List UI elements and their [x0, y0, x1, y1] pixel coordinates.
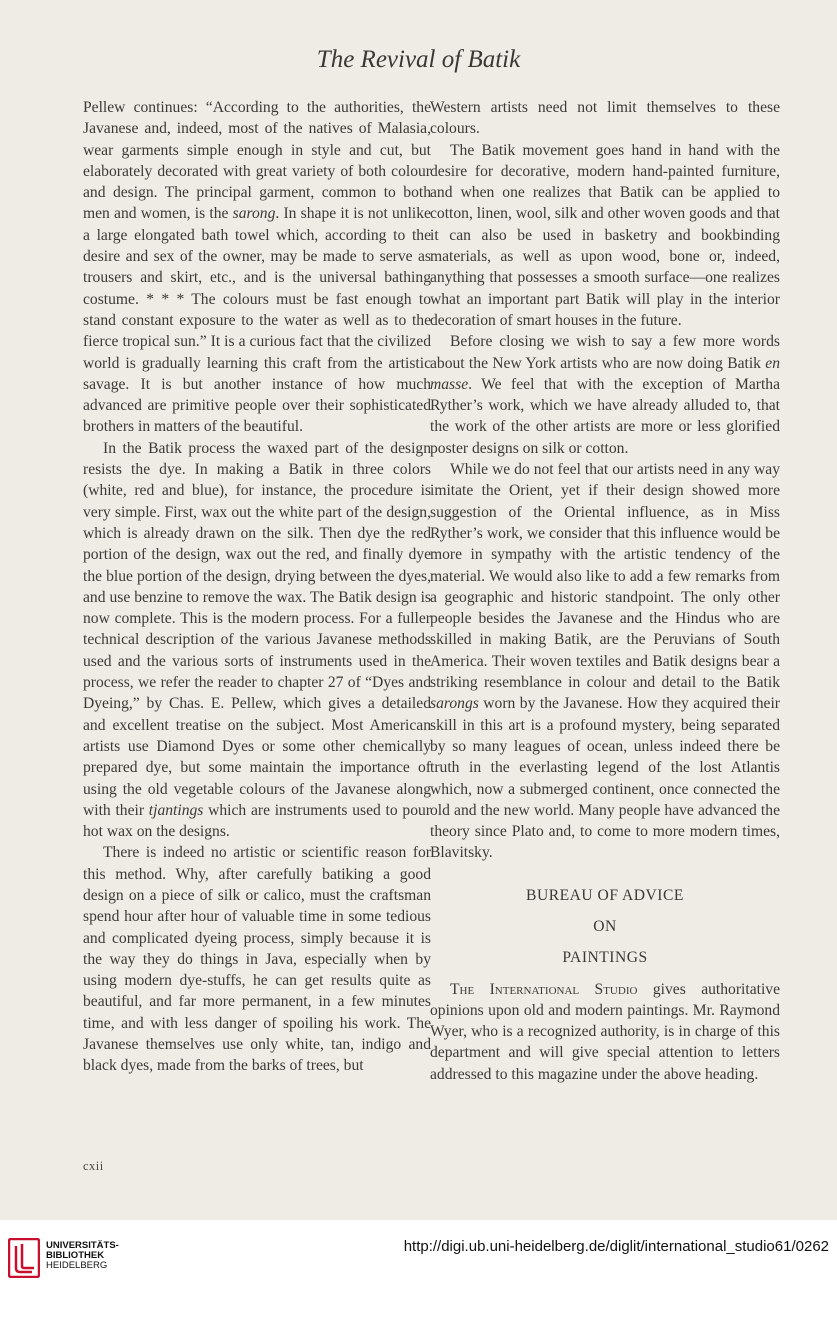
paragraph: The International Studio gives authoritative opinions upon old and modern paintings. Mr. Raymond Wyer, who is a recognized authority, is in charge of this department and will give special attention to letters addressed to this magazine under the above heading. — [430, 980, 780, 1083]
running-title: The Revival of Batik — [316, 46, 521, 73]
paragraph: Western artists need not limit themselves to these colours. — [430, 99, 780, 138]
paragraph: Pellew continues: “According to the authorities, the Javanese and, indeed, most of the natives of Malasia, wear garments simple enough in style and cut, but elaborately decorated with great variety of both colour and design. The principal garment, common to both men and women, is the sarong. In shape it is not unlike a large elongated bath towel which, according to the desire and sex of the owner, may be made to serve as trousers and skirt, etc., and is the universal bathing costume. * * * The colours must be fast enough to stand constant exposure to the water as well as to the fierce tropical sun.” It is a curious fact that the civilized world is gradually learning this craft from the artistic savage. It is but another instance of how much advanced are primitive people over their sophisticated brothers in matters of the beautiful. — [83, 99, 431, 436]
left-column — [83, 97, 431, 1077]
source-url[interactable]: http://digi.ub.uni-heidelberg.de/diglit/international_studio61/0262 — [403, 1238, 829, 1255]
section-heading: PAINTINGS — [562, 949, 648, 967]
digitization-footer — [0, 1220, 837, 1325]
page-number: cxii — [83, 1159, 104, 1173]
paragraph: Before closing we wish to say a few more words about the New York artists who are now doing Batik en masse. We feel that with the exception of Martha Ryther’s work, which we have already alluded to, that the work of the other artists are more or less glorified poster designs on silk or cotton. — [430, 333, 780, 457]
library-name: UNIVERSITÄTS- BIBLIOTHEK HEIDELBERG — [46, 1240, 119, 1271]
paragraph: While we do not feel that our artists need in any way imitate the Orient, yet if their design showed more suggestion of the Oriental influence, as in Miss Ryther’s work, we consider that this influence would be more in sympathy with the artistic tendency of the material. We would also like to add a few remarks from a geographic and historic standpoint. The only other people besides the Javanese and the Hindus who are skilled in making Batik, are the Peruvians of South America. Their woven textiles and Batik designs bear a striking resemblance in colour and detail to the Batik sarongs worn by the Javanese. How they acquired their skill in this art is a profound mystery, being separated by so many leagues of ocean, unless indeed there be truth in the everlasting legend of the lost Atlantis which, now a submerged continent, once connected the old and the new world. Many people have advanced the theory since Plato and, to come to more modern times, Blavitsky. — [430, 461, 780, 862]
right-column — [430, 97, 780, 1085]
library-logo-icon — [8, 1238, 40, 1278]
paragraph: In the Batik process the waxed part of the design resists the dye. In making a Batik in three colors (white, red and blue), for instance, the procedure is very simple. First, wax out the white part of the design, which is already drawn on the silk. Then dye the red portion of the design, wax out the red, and finally dye the blue portion of the design, drying between the dyes, and use benzine to remove the wax. The Batik design is now complete. This is the modern process. For a fuller technical description of the various Javanese methods used and the various sorts of instruments used in the process, we refer the reader to chapter 27 of “Dyes and Dyeing,” by Chas. E. Pellew, which gives a detailed and excellent treatise on the subject. Most American artists use Diamond Dyes or some other chemically prepared dye, but some maintain the importance of using the old vegetable colours of the Javanese along with their tjantings which are instruments used to pour hot wax on the designs. — [83, 439, 431, 841]
paragraph: There is indeed no artistic or scientific reason for this method. Why, after carefully batiking a good design on a piece of silk or calico, must the craftsman spend hour after hour of valuable time in some tedious and complicated dyeing process, simply because it is the way they do things in Java, especially when by using modern dye-stuffs, he can get results quite as beautiful, and far more permanent, in a few minutes time, and with less danger of spoiling his work. The Javanese themselves use only white, tan, indigo and black dyes, made from the barks of trees, but — [83, 844, 431, 1075]
section-heading: ON — [593, 917, 617, 935]
paragraph: The Batik movement goes hand in hand with the desire for decorative, modern hand-painted furniture, and when one realizes that Batik can be applied to cotton, linen, wool, silk and other woven goods and that it can also be used in basketry and bookbinding materials, as well as upon wood, bone or, indeed, anything that possesses a smooth surface—one realizes what an important part Batik will play in the interior decoration of smart houses in the future. — [430, 141, 780, 329]
section-heading: BUREAU OF ADVICE — [526, 886, 684, 904]
